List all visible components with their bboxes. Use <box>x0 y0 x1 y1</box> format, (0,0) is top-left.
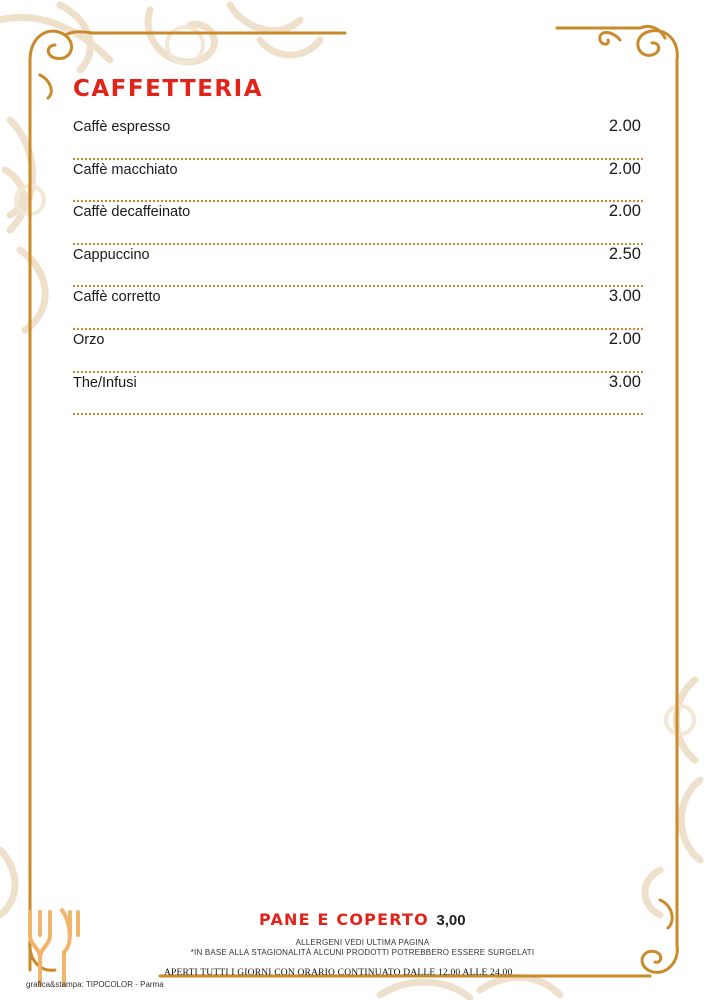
opening-hours: APERTI TUTTI I GIORNI CON ORARIO CONTINUATO DALLE 12.00 ALLE 24.00 <box>164 968 513 978</box>
menu-item-name: The/Infusi <box>73 374 137 391</box>
allergens-note: ALLERGENI VEDI ULTIMA PAGINA <box>295 938 430 947</box>
menu-item-price: 3.00 <box>608 287 641 306</box>
menu-item <box>73 245 643 288</box>
menu-list <box>73 117 643 415</box>
menu-item-name: Orzo <box>73 331 105 348</box>
menu-item-price: 3.00 <box>608 372 641 391</box>
cover-charge <box>259 910 466 930</box>
section-title: CAFFETTERIA <box>73 76 263 102</box>
menu-item-name: Caffè macchiato <box>73 161 178 178</box>
menu-item <box>73 287 643 330</box>
menu-item-price: 2.00 <box>608 329 641 348</box>
frozen-products-note: *IN BASE ALLA STAGIONALITÀ ALCUNI PRODOTTI POTREBBERO ESSERE SURGELATI <box>190 948 535 957</box>
menu-item <box>73 202 643 245</box>
menu-item-price: 2.00 <box>608 117 641 135</box>
menu-item-price: 2.50 <box>608 244 641 263</box>
menu-item <box>73 117 643 160</box>
menu-item-name: Caffè corretto <box>73 289 161 306</box>
cover-charge-label: PANE E COPERTO <box>259 910 429 929</box>
print-credits: grafica&stampa: TIPOCOLOR - Parma <box>26 980 164 989</box>
menu-item-price: 2.00 <box>608 159 641 178</box>
cover-charge-price: 3,00 <box>436 912 466 929</box>
menu-item <box>73 160 643 203</box>
menu-item-name: Cappuccino <box>73 246 150 263</box>
menu-item <box>73 330 643 373</box>
menu-item-name: Caffè espresso <box>73 119 171 135</box>
menu-item-name: Caffè decaffeinato <box>73 204 191 221</box>
menu-item-price: 2.00 <box>608 202 641 221</box>
menu-item <box>73 373 643 416</box>
